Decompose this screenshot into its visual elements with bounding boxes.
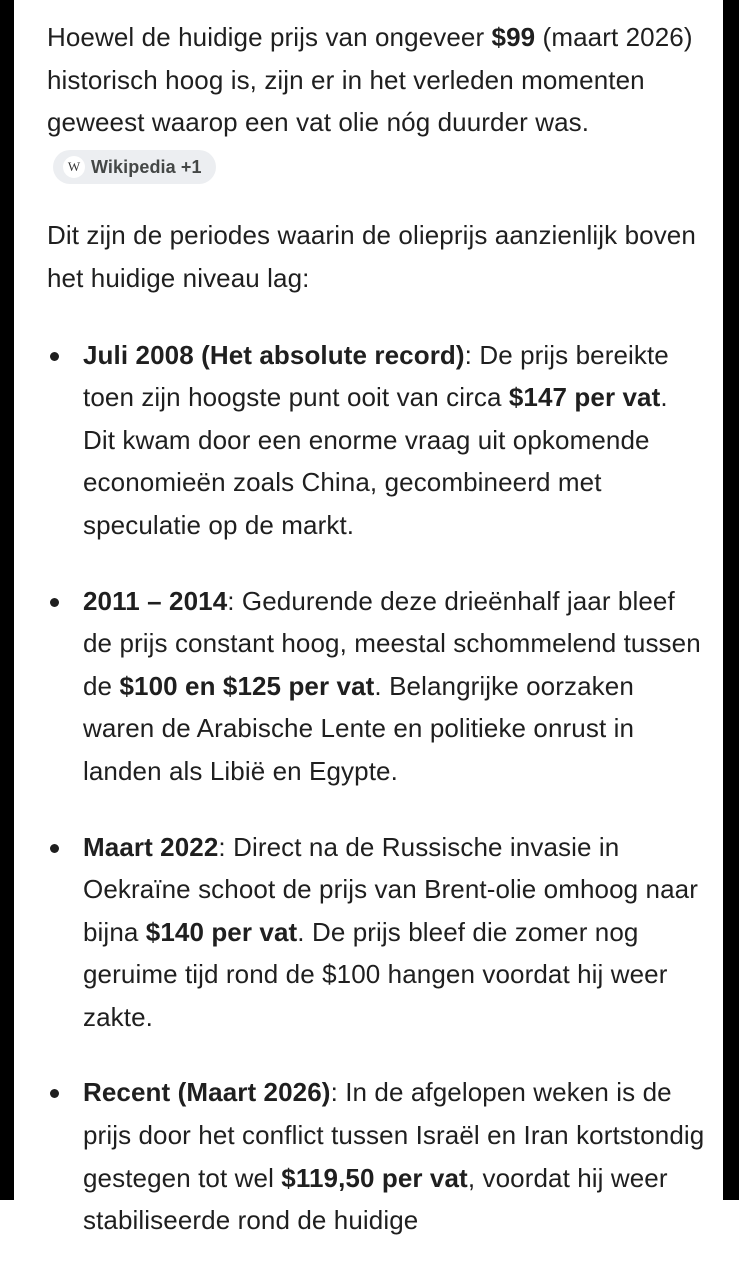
list-item xyxy=(47,1071,707,1241)
intro-paragraph xyxy=(47,16,707,186)
list-item xyxy=(47,580,707,793)
intro-text-after: (maart 2026) historisch hoog is, zijn er in het verleden momenten geweest waarop een vat olie nóg duurder was. xyxy=(47,22,693,138)
period-title: Maart 2022 xyxy=(83,831,219,862)
period-text: : Direct na de Russische invasie in Oekraïne schoot de prijs van Brent-olie omhoog naar bijna xyxy=(83,831,698,947)
list-item xyxy=(47,826,707,1039)
period-highlight: $100 en $125 per vat xyxy=(119,670,375,701)
bullet-icon xyxy=(50,352,59,361)
period-text: : De prijs bereikte toen zijn hoogste punt ooit van circa xyxy=(83,339,669,413)
period-highlight: $140 per vat xyxy=(145,916,298,947)
period-title: 2011 – 2014 xyxy=(83,585,228,616)
left-screen-edge xyxy=(0,0,14,1200)
source-chip-label: Wikipedia +1 xyxy=(91,156,202,177)
intro-text-before: Hoewel de huidige prijs van ongeveer xyxy=(47,22,492,52)
period-title: Recent (Maart 2026) xyxy=(83,1077,331,1108)
period-text: . De prijs bleef die zomer nog geruime tijd rond de $100 hangen voordat hij weer zakte. xyxy=(83,916,668,1032)
period-text: : In de afgelopen weken is de prijs door het conflict tussen Israël en Iran kortstondig gestegen tot wel xyxy=(83,1077,705,1193)
period-list xyxy=(47,334,707,1242)
period-title: Juli 2008 (Het absolute record) xyxy=(83,339,465,370)
period-text: . Dit kwam door een enorme vraag uit opkomende economieën zoals China, gecombineerd met speculatie op de markt. xyxy=(83,382,668,540)
period-text: : Gedurende deze drieënhalf jaar bleef de prijs constant hoog, meestal schommelend tussen de xyxy=(83,585,701,701)
bullet-icon xyxy=(50,1089,59,1098)
list-item xyxy=(47,334,707,547)
period-highlight: $147 per vat xyxy=(508,382,661,413)
lead-paragraph: Dit zijn de periodes waarin de olieprijs aanzienlijk boven het huidige niveau lag: xyxy=(47,220,696,293)
bullet-icon xyxy=(50,598,59,607)
response-content xyxy=(47,16,707,1275)
wikipedia-icon: W xyxy=(63,156,85,178)
bullet-icon xyxy=(50,844,59,853)
source-chip[interactable] xyxy=(53,150,216,184)
intro-price: $99 xyxy=(491,22,536,52)
period-text: , voordat hij weer stabiliseerde rond de huidige xyxy=(83,1162,668,1236)
period-highlight: $119,50 per vat xyxy=(281,1162,468,1193)
right-screen-edge xyxy=(723,0,739,1200)
period-text: . Belangrijke oorzaken waren de Arabische Lente en politieke onrust in landen als Libië en Egypte. xyxy=(83,670,635,786)
